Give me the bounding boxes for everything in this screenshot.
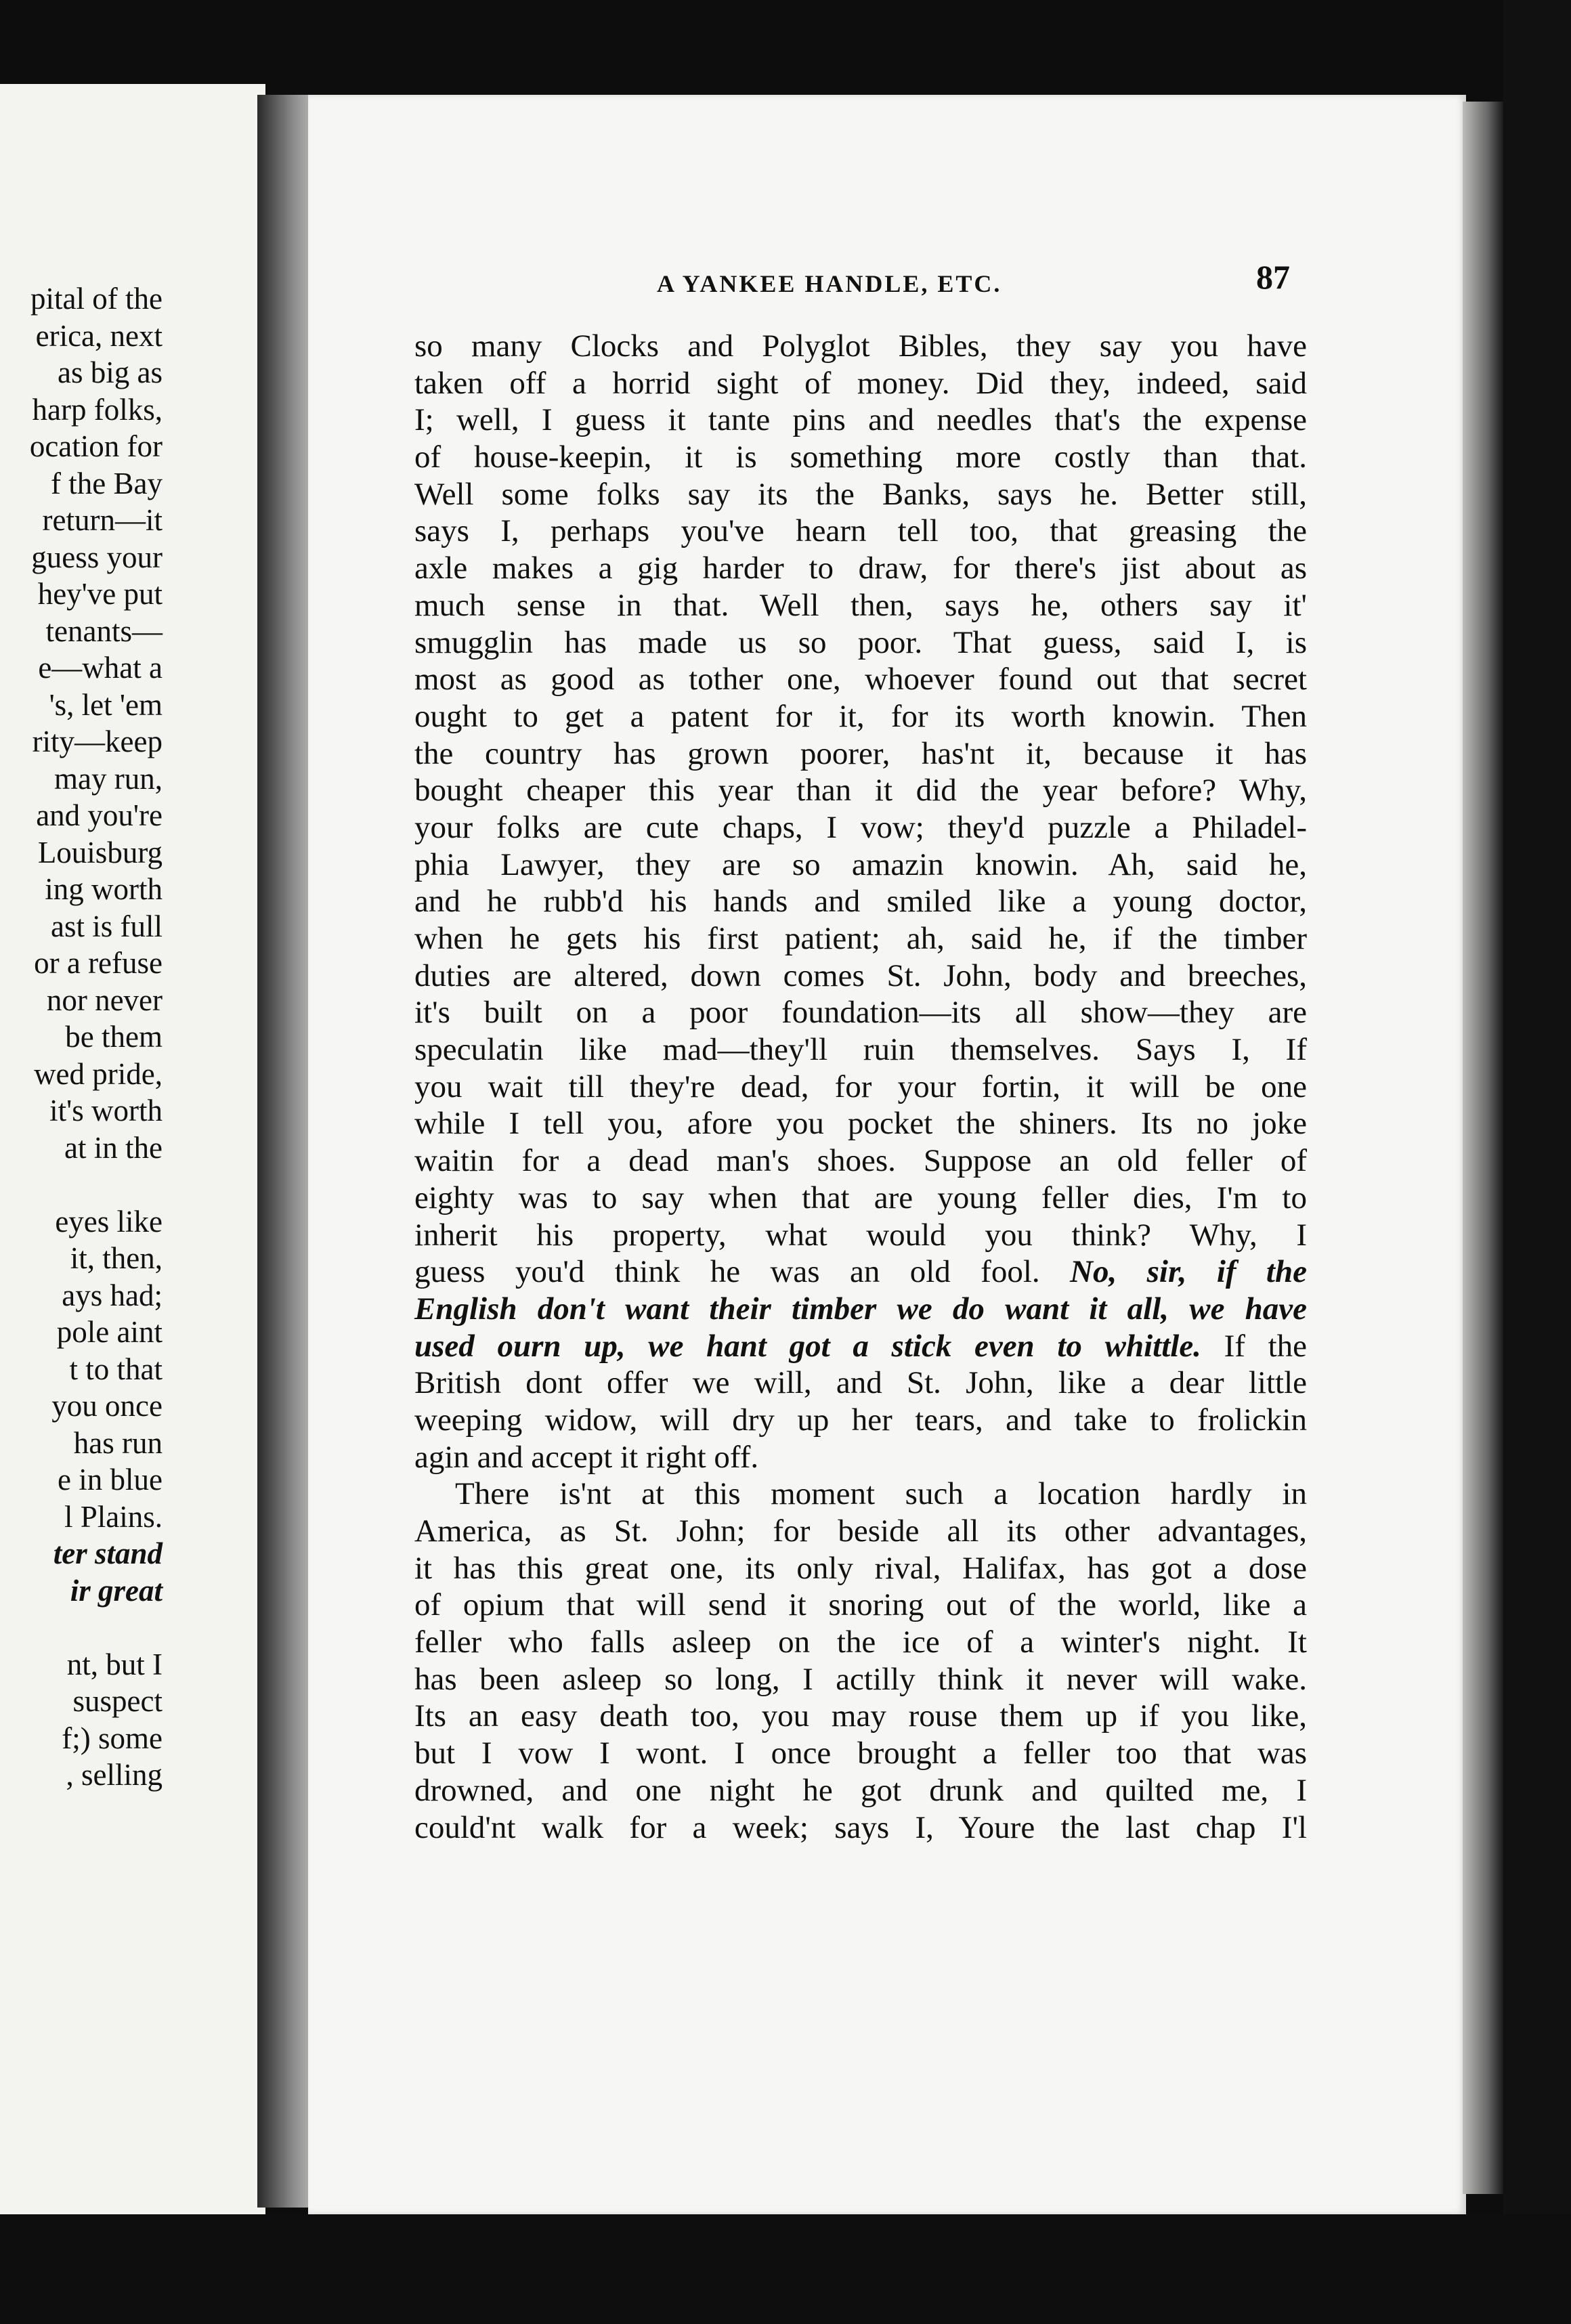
- left-text-line: be them: [65, 1020, 163, 1054]
- text-line: [414, 587, 1307, 624]
- left-text-line: suspect: [72, 1684, 163, 1718]
- text-line: [414, 624, 1307, 662]
- line-text: has been asleep so long, I actilly think it never will wake.: [414, 1661, 1307, 1697]
- line-text: it's built on a poor foundation—its all show—they are: [414, 995, 1307, 1031]
- text-line: [414, 883, 1307, 920]
- left-text-line: pole aint: [56, 1315, 163, 1349]
- line-text: agin and accept it right off.: [414, 1439, 759, 1475]
- text-line: [414, 994, 1307, 1031]
- left-text-line: tenants—: [45, 614, 163, 648]
- text-line: [414, 1364, 1307, 1402]
- line-text: axle makes a gig harder to draw, for there's jist about as: [414, 551, 1307, 586]
- line-text: drowned, and one night he got drunk and quilted me, I: [414, 1772, 1307, 1808]
- text-line: [414, 1661, 1307, 1698]
- text-line: [414, 698, 1307, 735]
- line-text: could'nt walk for a week; says I, Youre the last chap I'l: [414, 1809, 1307, 1845]
- line-text: America, as St. John; for beside all its other advantages,: [414, 1513, 1307, 1549]
- text-line: [414, 513, 1307, 550]
- line-text: most as good as tother one, whoever found out that secret: [414, 662, 1307, 697]
- left-text-line: nt, but I: [66, 1647, 163, 1681]
- left-text-line: e—what a: [38, 651, 163, 685]
- text-line: [414, 550, 1307, 587]
- text-line: [414, 1402, 1307, 1439]
- left-text-line: pital of the: [30, 282, 163, 316]
- left-page: [0, 84, 265, 2217]
- left-text-line: rity—keep: [32, 725, 163, 758]
- line-text: it has this great one, its only rival, Halifax, has got a dose: [414, 1550, 1307, 1586]
- left-text-line: eyes like: [55, 1204, 163, 1239]
- left-text-line: ast is full: [51, 909, 163, 943]
- text-line: [414, 1253, 1307, 1291]
- line-text: much sense in that. Well then, says he, others say it': [414, 587, 1307, 623]
- line-text: while I tell you, afore you pocket the shiners. Its no joke: [414, 1106, 1307, 1142]
- left-text-line: ocation for: [29, 429, 163, 463]
- left-text-line: ays had;: [62, 1278, 163, 1312]
- line-text: weeping widow, will dry up her tears, and take to frolickin: [414, 1402, 1307, 1438]
- text-line: [414, 1031, 1307, 1069]
- left-text-line: has run: [73, 1425, 163, 1460]
- line-text: Well some folks say its the Banks, says he. Better still,: [414, 476, 1307, 512]
- text-line: [414, 920, 1307, 957]
- line-text: so many Clocks and Polyglot Bibles, they say you have: [414, 328, 1307, 364]
- left-text-line: f;) some: [62, 1721, 163, 1755]
- text-line: [414, 846, 1307, 884]
- text-line: [414, 1105, 1307, 1142]
- text-line: [414, 1587, 1307, 1624]
- left-text-line: at in the: [64, 1130, 163, 1165]
- text-line: [414, 1217, 1307, 1254]
- left-text-line: it's worth: [49, 1094, 163, 1127]
- line-text: waitin for a dead man's shoes. Suppose an old feller of: [414, 1143, 1307, 1179]
- text-line: [414, 1291, 1307, 1328]
- line-text: Its an easy death too, you may rouse them up if you like,: [414, 1698, 1307, 1734]
- line-text: If the: [1201, 1328, 1307, 1364]
- running-head: A YANKEE HANDLE, ETC.: [657, 270, 1002, 297]
- text-line: [414, 1698, 1307, 1735]
- left-text-line: you once: [51, 1389, 163, 1423]
- left-text-line: guess your: [31, 540, 163, 574]
- line-text: of opium that will send it snoring out of the world, like a: [414, 1587, 1307, 1623]
- text-line: [414, 476, 1307, 513]
- text-line: [414, 1180, 1307, 1217]
- line-text: There is'nt at this moment such a location hardly in: [455, 1476, 1307, 1512]
- left-text-line: e in blue: [58, 1463, 163, 1497]
- line-text: I; well, I guess it tante pins and needles that's the expense: [414, 402, 1307, 438]
- line-text: duties are altered, down comes St. John, body and breeches,: [414, 957, 1307, 993]
- left-text-line: ir great: [70, 1573, 163, 1608]
- left-text-line: l Plains.: [64, 1499, 163, 1534]
- text-line: [414, 1550, 1307, 1587]
- text-line: [414, 439, 1307, 476]
- italic-text: used ourn up, we hant got a stick even to whittle.: [414, 1328, 1201, 1364]
- line-text: of house-keepin, it is something more costly than that.: [414, 439, 1307, 475]
- page-number: 87: [1256, 258, 1290, 296]
- text-line: [414, 661, 1307, 698]
- line-text: inherit his property, what would you think? Why, I: [414, 1217, 1307, 1253]
- line-text: and he rubb'd his hands and smiled like a young doctor,: [414, 884, 1307, 920]
- text-line: [414, 1069, 1307, 1106]
- line-text: eighty was to say when that are young feller dies, I'm to: [414, 1180, 1307, 1215]
- line-text: British dont offer we will, and St. John, like a dear little: [414, 1365, 1307, 1401]
- text-line: [414, 1735, 1307, 1772]
- text-line: [414, 1476, 1307, 1513]
- text-line: [414, 1439, 1307, 1476]
- line-text: your folks are cute chaps, I vow; they'd puzzle a Philadel-: [414, 809, 1307, 845]
- line-text: you wait till they're dead, for your fortin, it will be one: [414, 1069, 1307, 1104]
- left-text-line: return—it: [42, 503, 163, 537]
- left-text-line: nor never: [46, 983, 163, 1017]
- text-line: [414, 809, 1307, 846]
- scan-border-bottom: [0, 2214, 1571, 2324]
- line-text: speculatin like mad—they'll ruin themselves. Says I, If: [414, 1032, 1307, 1068]
- left-text-line: f the Bay: [51, 466, 163, 500]
- text-line: [414, 957, 1307, 995]
- italic-text: English don't want their timber we do want it all, we have: [414, 1291, 1307, 1327]
- body-text: [414, 328, 1307, 1846]
- text-line: [414, 1624, 1307, 1661]
- left-text-line: it, then,: [70, 1241, 163, 1275]
- text-line: [414, 328, 1307, 365]
- left-text-line: as big as: [58, 356, 163, 389]
- line-text: says I, perhaps you've hearn tell too, that greasing the: [414, 513, 1307, 549]
- italic-text: No, sir, if the: [1070, 1254, 1307, 1290]
- line-text: phia Lawyer, they are so amazin knowin. Ah, said he,: [414, 846, 1307, 882]
- line-text: the country has grown poorer, has'nt it, because it has: [414, 735, 1307, 771]
- left-text-line: wed pride,: [34, 1056, 163, 1091]
- left-text-line: may run,: [54, 761, 163, 796]
- left-text-line: [0, 1166, 163, 1203]
- left-text-line: , selling: [66, 1758, 163, 1792]
- text-line: [414, 735, 1307, 773]
- left-text-line: erica, next: [35, 318, 163, 353]
- text-line: [414, 1809, 1307, 1847]
- left-text-line: ing worth: [45, 872, 163, 906]
- text-line: [414, 1513, 1307, 1550]
- line-text: taken off a horrid sight of money. Did they, indeed, said: [414, 365, 1307, 401]
- left-text-line: ter stand: [53, 1536, 163, 1570]
- line-text: feller who falls asleep on the ice of a winter's night. It: [414, 1624, 1307, 1660]
- left-text-line: [0, 1609, 163, 1646]
- line-text: guess you'd think he was an old fool.: [414, 1254, 1071, 1290]
- text-line: [414, 365, 1307, 402]
- line-text: bought cheaper this year than it did the year before? Why,: [414, 773, 1307, 809]
- text-line: [414, 402, 1307, 439]
- left-text-line: Louisburg: [37, 835, 163, 869]
- text-line: [414, 772, 1307, 809]
- text-line: [414, 1142, 1307, 1180]
- line-text: when he gets his first patient; ah, said he, if the timber: [414, 921, 1307, 956]
- text-line: [414, 1772, 1307, 1809]
- line-text: smugglin has made us so poor. That guess, said I, is: [414, 624, 1307, 660]
- scan-border-right: [1503, 0, 1571, 2324]
- page-edge-shadow: [1463, 102, 1503, 2194]
- left-text-line: 's, let 'em: [49, 687, 163, 722]
- left-page-text: [0, 280, 163, 1794]
- left-text-line: or a refuse: [34, 946, 163, 980]
- left-text-line: t to that: [69, 1352, 163, 1386]
- line-text: but I vow I wont. I once brought a feller too that was: [414, 1736, 1307, 1771]
- line-text: ought to get a patent for it, for its worth knowin. Then: [414, 698, 1307, 734]
- left-text-line: harp folks,: [32, 392, 163, 427]
- left-text-line: hey've put: [37, 577, 163, 611]
- left-text-line: and you're: [36, 798, 163, 832]
- text-line: [414, 1328, 1307, 1365]
